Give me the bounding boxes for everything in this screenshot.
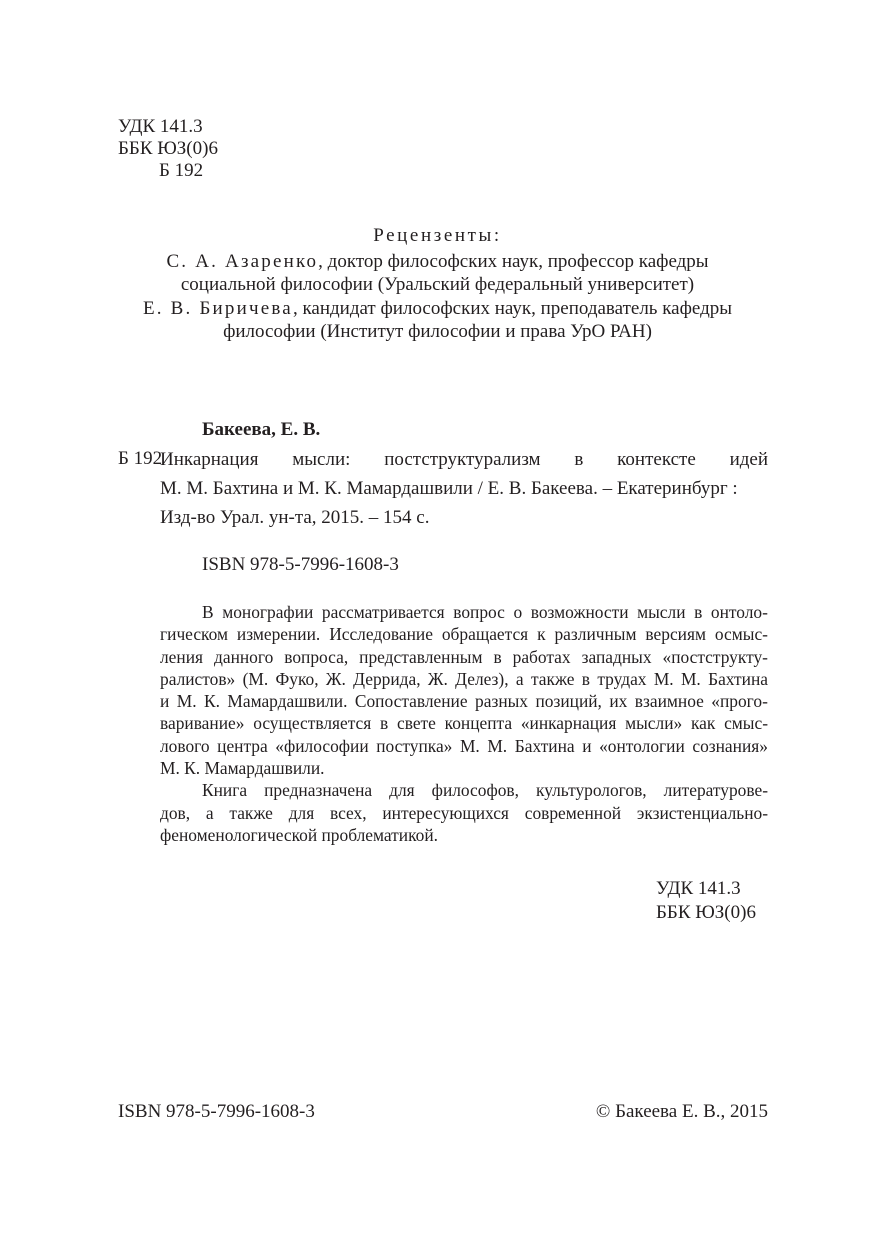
abstract-line [160, 779, 768, 801]
reviewer-1-title: , доктор философских наук, профессор кафедры [318, 250, 709, 272]
abstract-word: разных [475, 691, 529, 712]
abstract-word: ления [160, 646, 204, 667]
abstract-word: всех, [330, 802, 367, 823]
classification-top [118, 116, 218, 182]
reviewer-2-name: Е. В. Биричева [142, 297, 293, 319]
abstract-word: для [288, 802, 315, 823]
abstract-word: работах [512, 646, 571, 667]
reviewer-2-affiliation: философии (Институт философии и права УрО РАН) [223, 321, 652, 342]
abstract-word: версиям [645, 624, 706, 645]
udk-code: УДК 141.3 [118, 116, 203, 137]
reviewers-heading: Рецензенты: [373, 225, 502, 246]
abstract-word: «инкарнация [520, 713, 617, 734]
abstract-word: экзистенциально- [636, 802, 768, 823]
bbk-code: ББК ЮЗ(0)6 [118, 138, 218, 159]
abstract-word: центра [217, 735, 268, 756]
reviewer-2-title: , кандидат философских наук, преподаватель кафедры [292, 297, 733, 319]
reviewers-block [0, 224, 875, 344]
abstract-word: смыс- [724, 713, 768, 734]
reviewer-1-name: С. А. Азаренко [166, 250, 319, 272]
abstract-word: представленным [359, 646, 483, 667]
bib-isbn: ISBN 978-5-7996-1608-3 [202, 554, 399, 575]
abstract-word: варивание» [160, 713, 245, 734]
abstract-word: философов, [431, 780, 519, 801]
reviewer-2 [0, 297, 875, 321]
abstract-word: измерении. [236, 624, 321, 645]
abstract-word: Делез), [455, 668, 509, 689]
abstract-word: монографии [222, 602, 314, 622]
abstract-word: западных [581, 646, 652, 667]
abstract-word: осуществляется [253, 713, 372, 734]
bbk-code: ББК ЮЗ(0)6 [656, 902, 756, 923]
abstract-word: поступка» [376, 735, 453, 756]
abstract-word: для [389, 780, 415, 801]
abstract-word: позиций, [535, 691, 602, 712]
abstract-word: Мамардашвили. [227, 691, 348, 712]
abstract-line [160, 623, 768, 645]
abstract-word: также [229, 802, 273, 823]
abstract-word: вопрос [453, 602, 505, 622]
abstract-word: различным [554, 624, 637, 645]
abstract-word: (М. [242, 668, 269, 689]
bib-line-1 [160, 445, 768, 474]
abstract-word: мысли [637, 602, 686, 622]
abstract-word: мысли» [625, 713, 683, 734]
abstract-word: М. [680, 668, 701, 689]
abstract-word: и [160, 691, 170, 712]
abstract-word: К. [204, 691, 220, 712]
abstract-word: «философии [275, 735, 369, 756]
bib-word: мысли: [292, 449, 351, 470]
abstract-line [160, 690, 768, 712]
abstract-word: как [690, 713, 716, 734]
abstract-word: Сопоставление [354, 691, 468, 712]
abstract-word: взаимное [634, 691, 704, 712]
bib-word: контексте [617, 449, 696, 470]
abstract-word: М. [176, 691, 197, 712]
abstract-word: «онтологии [599, 735, 685, 756]
abstract-word: современной [524, 802, 622, 823]
abstract-word: сознания» [692, 735, 768, 756]
abstract-word: в [493, 646, 502, 667]
abstract-word: М. [653, 668, 674, 689]
abstract-word: в [694, 602, 703, 622]
abstract-word: а [515, 668, 524, 689]
abstract-line [160, 802, 768, 824]
abstract-word: литературове- [663, 780, 768, 801]
abstract-word: онтоло- [710, 602, 768, 622]
abstract-word: а [205, 802, 214, 823]
abstract-word: М. [487, 735, 508, 756]
abstract-word: «постструкту- [662, 646, 768, 667]
abstract-line [160, 668, 768, 690]
abstract-line [160, 601, 768, 623]
bib-catalog-number: Б 192 [118, 448, 163, 469]
bib-word: в [574, 449, 584, 470]
abstract-word: Ж. [427, 668, 448, 689]
abstract-word: Ж. [325, 668, 346, 689]
reviewer-1 [0, 250, 875, 274]
abstract-line [160, 735, 768, 757]
abstract-word: лового [160, 735, 210, 756]
abstract-word: о [513, 602, 523, 622]
bib-author: Бакеева, Е. В. [202, 419, 321, 440]
abstract-word: Бахтина [514, 735, 575, 756]
abstract-word: осмыс- [714, 624, 768, 645]
abstract-word: рассматривается [321, 602, 445, 622]
abstract-word: ралистов» [160, 668, 236, 689]
abstract-word: интересующихся [382, 802, 509, 823]
bib-word: постструктурализм [384, 449, 541, 470]
abstract-word: Бахтина [708, 668, 768, 689]
reviewer-1-affiliation: социальной философии (Уральский федеральный университет) [180, 274, 695, 295]
abstract-word: Исследование [329, 624, 433, 645]
abstract [160, 601, 768, 846]
abstract-word: «прого- [711, 691, 768, 712]
abstract-word: и [582, 735, 592, 756]
abstract-line: М. К. Мамардашвили. [160, 758, 325, 779]
abstract-line [160, 712, 768, 734]
abstract-word: данного [214, 646, 274, 667]
author-mark: Б 192 [159, 160, 204, 181]
copyright: © Бакеева Е. В., 2015 [595, 1101, 768, 1122]
footer-isbn: ISBN 978-5-7996-1608-3 [118, 1101, 315, 1122]
abstract-word: к [537, 624, 546, 645]
abstract-word: Деррида, [353, 668, 421, 689]
abstract-word: вопроса, [284, 646, 349, 667]
bib-word: идей [729, 449, 768, 470]
abstract-word: Книга [202, 780, 248, 801]
abstract-word: в [380, 713, 389, 734]
abstract-word: возможности [530, 602, 629, 622]
bib-line-3: Изд-во Урал. ун-та, 2015. – 154 с. [160, 507, 430, 528]
abstract-word: в [581, 668, 591, 689]
abstract-word: также [530, 668, 575, 689]
abstract-word: концепта [444, 713, 513, 734]
classification-bottom [656, 877, 756, 925]
bib-word: Инкарнация [160, 449, 259, 470]
abstract-word: предназначена [264, 780, 373, 801]
abstract-line: феноменологической проблематикой. [160, 824, 438, 845]
abstract-word: Фуко, [275, 668, 319, 689]
abstract-word: свете [397, 713, 436, 734]
abstract-word: дов, [160, 802, 191, 823]
abstract-word: гическом [160, 624, 228, 645]
bib-description [160, 445, 768, 532]
abstract-word: М. [459, 735, 480, 756]
bib-line-2: М. М. Бахтина и М. К. Мамардашвили / Е. В. Бакеева. – Екатеринбург : [160, 478, 738, 499]
abstract-word: обращается [441, 624, 529, 645]
abstract-word: трудах [597, 668, 647, 689]
abstract-word: В [202, 602, 214, 622]
udk-code: УДК 141.3 [656, 878, 741, 899]
abstract-line [160, 646, 768, 668]
abstract-word: культурологов, [536, 780, 647, 801]
abstract-word: их [609, 691, 628, 712]
